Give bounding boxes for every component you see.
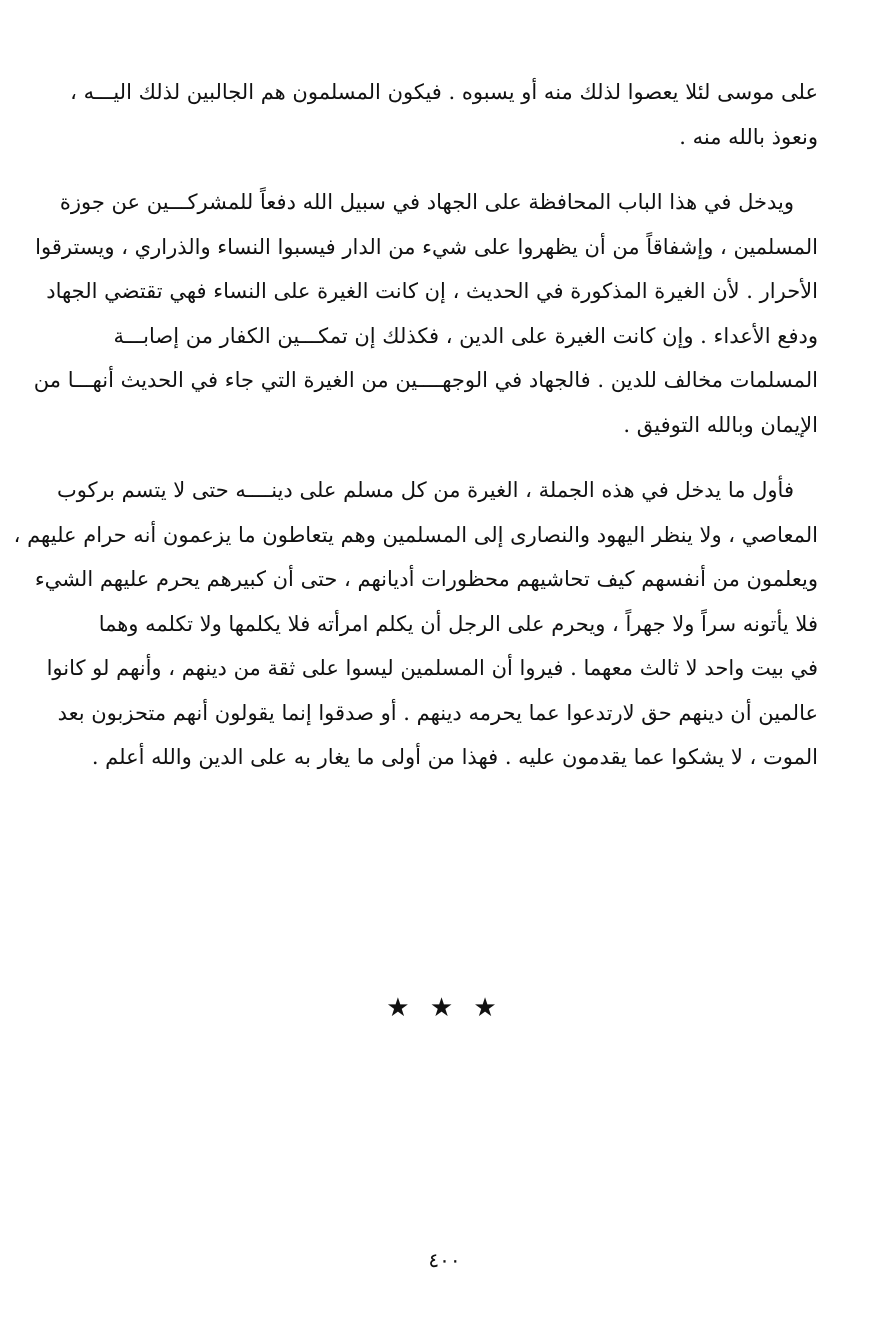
text-line: ودفع الأعداء . وإن كانت الغيرة على الدين ، فكذلك إن تمكـــين الكفار من إصابـــة	[113, 323, 818, 348]
text-line: ويدخل في هذا الباب المحافظة على الجهاد في سبيل الله دفعاً للمشركـــين عن جوزة	[59, 190, 794, 214]
text-line: عالمين أن دينهم حق لارتدعوا عما يحرمه دينهم . أو صدقوا إنما يقولون أنهم متحزبون بعد	[57, 700, 818, 725]
text-line: فلا يأتونه سراً ولا جهراً ، ويحرم على الرجل أن يكلم امرأته فلا يكلمها ولا تكلمه وهما	[98, 611, 818, 636]
paragraph-3	[13, 468, 818, 780]
text-line: المسلمين ، وإشفاقاً من أن يظهروا على شيء من الدار فيسبوا النساء والذراري ، ويسترقوا	[35, 234, 818, 259]
text-line: الأحرار . لأن الغيرة المذكورة في الحديث ، إن كانت الغيرة على النساء فهي تقتضي الجهاد	[46, 279, 818, 303]
text-line: ونعوذ بالله منه .	[679, 124, 818, 149]
text-line: الموت ، لا يشكوا عما يقدمون عليه . فهذا من أولى ما يغار به على الدين والله أعلم .	[91, 745, 818, 769]
page-number: ٤٠٠	[428, 1248, 461, 1272]
document-body	[13, 70, 818, 801]
paragraph-2	[33, 180, 818, 447]
text-line: فأول ما يدخل في هذه الجملة ، الغيرة من كل مسلم على دينــــه حتى لا يتسم بركوب	[56, 478, 794, 502]
section-separator-stars: ★ ★ ★	[386, 993, 503, 1023]
paragraph-1	[60, 70, 818, 159]
text-line: في بيت واحد لا ثالث معهما . فيروا أن المسلمين ليسوا على ثقة من دينهم ، وأنهم لو كانوا	[46, 656, 818, 680]
text-line: الإيمان وبالله التوفيق .	[623, 412, 818, 437]
text-line: على موسى لئلا يعصوا لذلك منه أو يسبوه . فيكون المسلمون هم الجالبين لذلك اليـــه ،	[70, 80, 818, 104]
text-line: المسلمات مخالف للدين . فالجهاد في الوجهــــين من الغيرة التي جاء في الحديث أنهـــا من	[33, 368, 818, 392]
text-line: ويعلمون من أنفسهم كيف تحاشيهم محظورات أديانهم ، حتى أن كبيرهم يحرم عليهم الشيء	[34, 567, 818, 591]
text-line: المعاصي ، ولا ينظر اليهود والنصارى إلى المسلمين وهم يتعاطون ما يزعمون أنه حرام عليهم ،	[13, 522, 818, 547]
